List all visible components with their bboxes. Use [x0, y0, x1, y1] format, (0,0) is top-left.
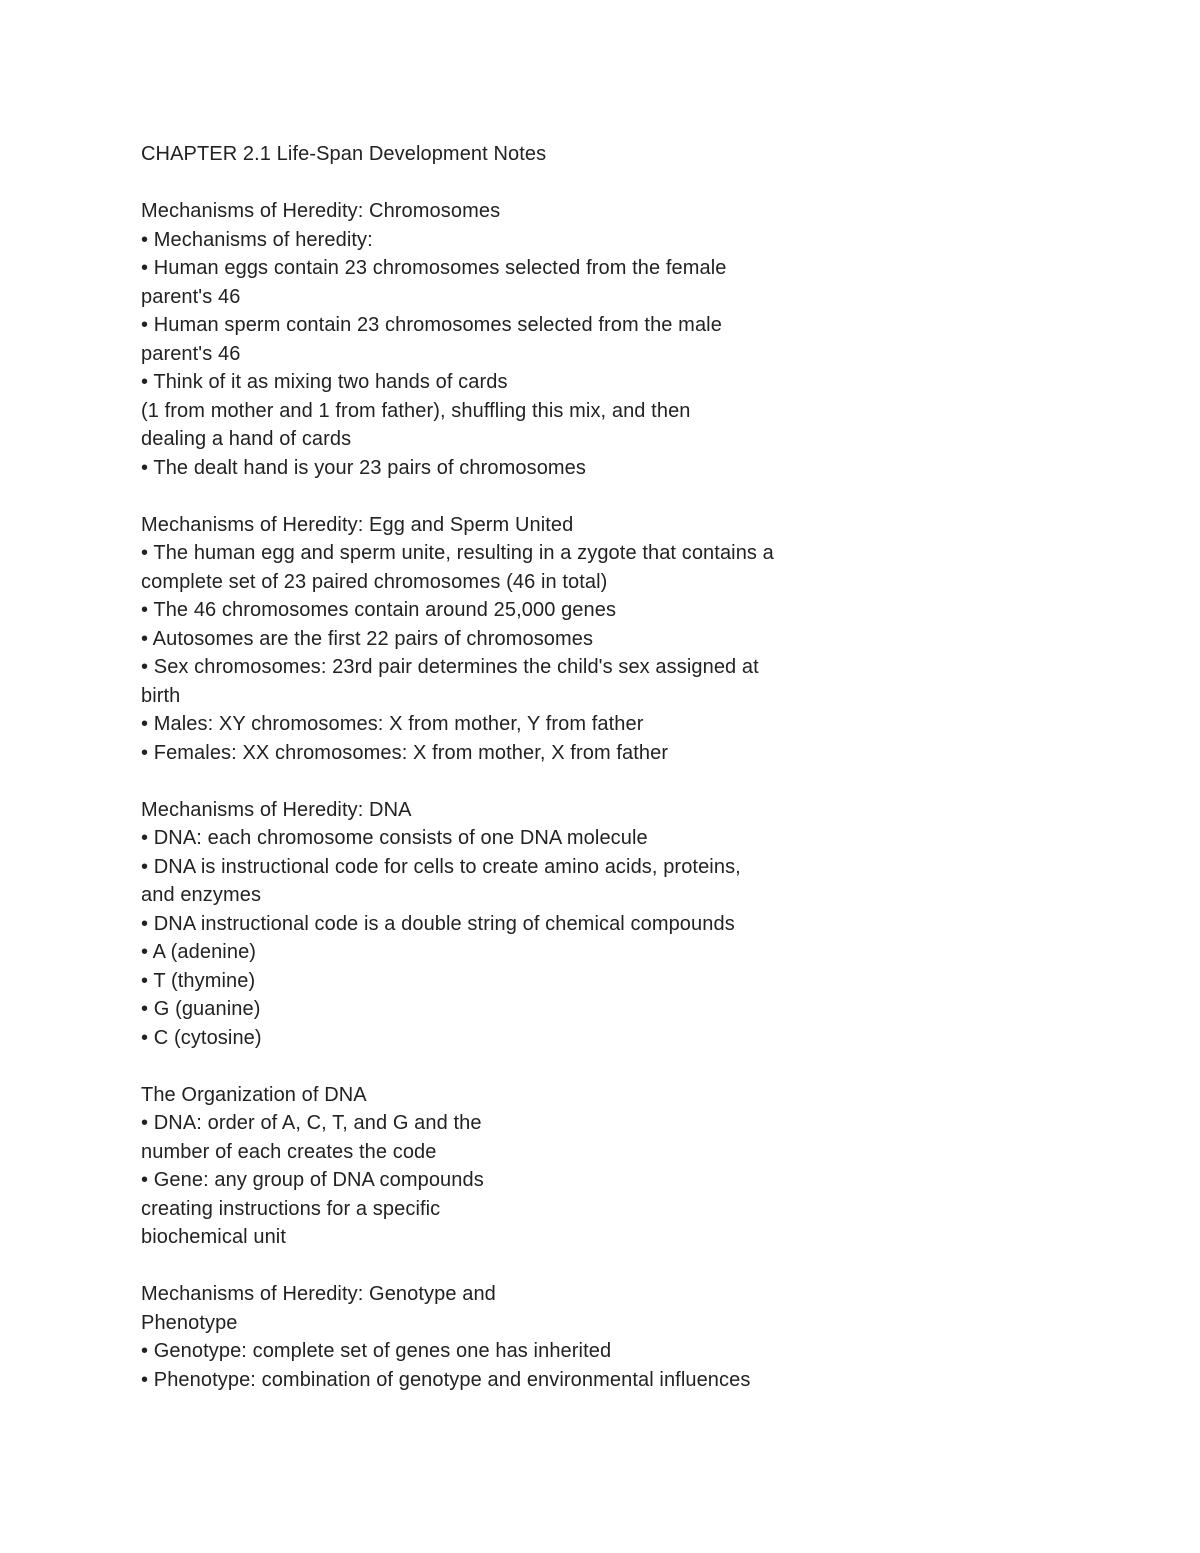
text-line: • A (adenine): [141, 941, 257, 963]
section-egg-sperm: [141, 511, 861, 768]
text-line: • G (guanine): [141, 998, 261, 1020]
section-heading: Mechanisms of Heredity: Genotype and: [141, 1283, 496, 1305]
text-line: parent's 46: [141, 342, 241, 365]
text-line: • Gene: any group of DNA compounds: [141, 1169, 484, 1191]
text-line: birth: [141, 684, 181, 707]
text-line: • Genotype: complete set of genes one has inherited: [141, 1340, 612, 1362]
text-line: • DNA instructional code is a double string of chemical compounds: [141, 912, 735, 935]
text-line: number of each creates the code: [141, 1140, 437, 1163]
text-line: • DNA: order of A, C, T, and G and the: [141, 1112, 482, 1134]
text-line: • C (cytosine): [141, 1026, 262, 1049]
section-dna: [141, 796, 861, 1053]
spacer: [141, 482, 861, 511]
section-heading: Mechanisms of Heredity: Egg and Sperm United: [141, 513, 574, 536]
text-line: • The dealt hand is your 23 pairs of chromosomes: [141, 456, 586, 479]
text-line: • Think of it as mixing two hands of cards: [141, 371, 508, 393]
section-organization-of-dna: [141, 1081, 861, 1252]
text-line: • Autosomes are the first 22 pairs of chromosomes: [141, 627, 594, 650]
text-line: biochemical unit: [141, 1226, 287, 1248]
text-line: • Mechanisms of heredity:: [141, 228, 373, 251]
text-line: • The human egg and sperm unite, resulting in a zygote that contains a: [141, 542, 774, 564]
section-heading: Mechanisms of Heredity: Chromosomes: [141, 200, 501, 222]
spacer: [141, 1252, 861, 1281]
section-heading: Mechanisms of Heredity: DNA: [141, 798, 412, 821]
text-line: and enzymes: [141, 884, 262, 906]
document-title: CHAPTER 2.1 Life-Span Development Notes: [141, 143, 547, 165]
document-page: [141, 140, 861, 1394]
text-line: • Sex chromosomes: 23rd pair determines the child's sex assigned at: [141, 656, 759, 678]
section-heading: Phenotype: [141, 1311, 238, 1334]
section-heading: The Organization of DNA: [141, 1083, 367, 1106]
text-line: • Males: XY chromosomes: X from mother, Y from father: [141, 713, 644, 735]
text-line: • The 46 chromosomes contain around 25,000 genes: [141, 599, 617, 621]
text-line: • Human eggs contain 23 chromosomes selected from the female: [141, 257, 727, 279]
spacer: [141, 767, 861, 796]
text-line: complete set of 23 paired chromosomes (46 in total): [141, 570, 608, 593]
spacer: [141, 169, 861, 198]
text-line: (1 from mother and 1 from father), shuffling this mix, and then: [141, 399, 691, 422]
text-line: creating instructions for a specific: [141, 1197, 441, 1220]
text-line: • T (thymine): [141, 969, 256, 992]
text-line: • Human sperm contain 23 chromosomes selected from the male: [141, 314, 722, 336]
text-line: dealing a hand of cards: [141, 428, 352, 450]
text-line: parent's 46: [141, 285, 241, 308]
spacer: [141, 1052, 861, 1081]
section-chromosomes: [141, 197, 861, 482]
text-line: • DNA is instructional code for cells to create amino acids, proteins,: [141, 855, 741, 878]
section-genotype-phenotype: [141, 1280, 861, 1394]
text-line: • Phenotype: combination of genotype and environmental influences: [141, 1368, 751, 1391]
text-line: • Females: XX chromosomes: X from mother, X from father: [141, 741, 669, 764]
text-line: • DNA: each chromosome consists of one DNA molecule: [141, 827, 648, 849]
